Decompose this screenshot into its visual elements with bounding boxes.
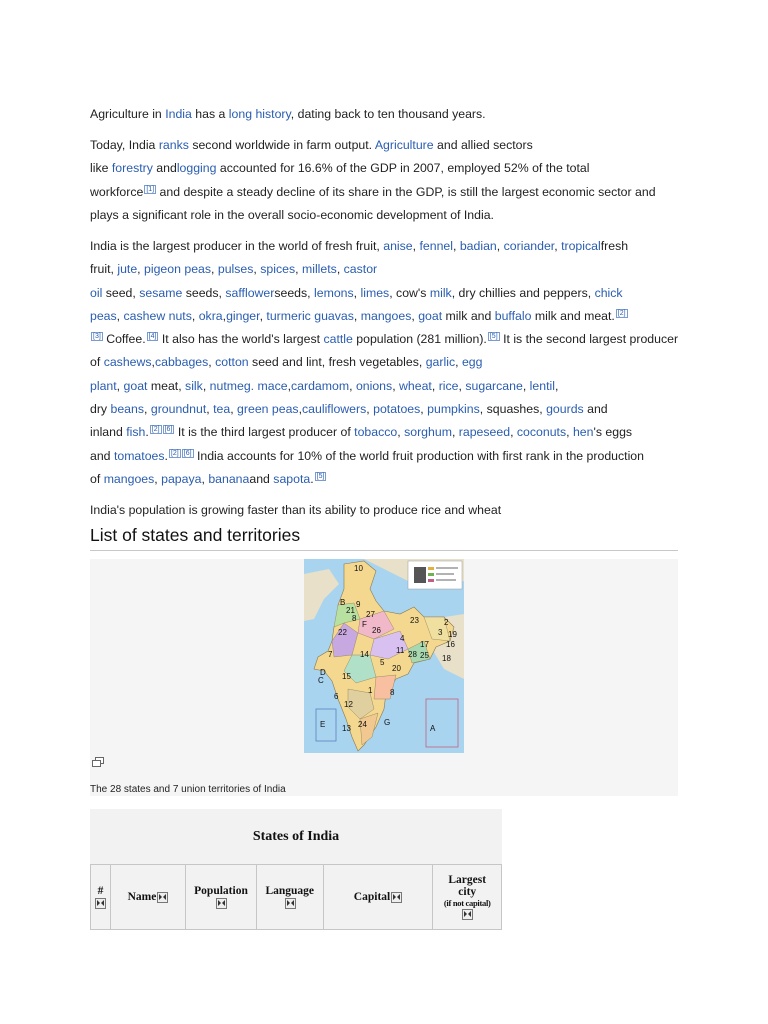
text: , — [366, 402, 374, 417]
sort-icon[interactable] — [285, 898, 296, 909]
text: and — [152, 161, 177, 176]
text: , — [451, 425, 459, 440]
text: , cow's — [389, 285, 430, 300]
text: , — [392, 378, 400, 393]
citation-ref[interactable]: [6] — [183, 449, 192, 457]
text: . — [145, 425, 149, 440]
link-wheat[interactable]: wheat — [399, 378, 432, 393]
map-label: 1 — [368, 686, 373, 695]
map-label: G — [384, 718, 391, 727]
text: meat, — [147, 378, 186, 393]
text: . — [310, 471, 314, 486]
text: , — [353, 308, 361, 323]
text: , — [510, 425, 517, 440]
col-name-label: Name — [127, 891, 157, 903]
text: milk and — [442, 308, 495, 323]
map-label: 27 — [366, 610, 375, 619]
map-label: A — [430, 724, 436, 733]
text: , — [353, 285, 361, 300]
map-label: 13 — [342, 724, 351, 733]
link-anise[interactable]: anise — [383, 239, 413, 253]
text: seed, — [102, 285, 140, 300]
map-label: E — [320, 720, 326, 729]
map-label: 16 — [446, 640, 455, 649]
text: , — [336, 262, 344, 277]
sort-icon[interactable] — [462, 909, 473, 920]
link-safflower[interactable]: safflower — [225, 285, 275, 300]
population-paragraph — [90, 499, 680, 522]
sort-icon[interactable] — [391, 892, 402, 903]
map-label: F — [362, 620, 367, 629]
text: like — [90, 161, 112, 176]
link-jute[interactable]: jute — [117, 262, 138, 277]
link-tomatoes[interactable]: tomatoes — [113, 448, 165, 463]
link-tobacco[interactable]: tobacco — [354, 425, 398, 440]
citation-ref[interactable]: [5] — [489, 333, 498, 341]
citation-ref[interactable]: [1] — [146, 185, 155, 193]
citation-ref[interactable]: [5] — [316, 472, 325, 480]
map-label: C — [318, 676, 324, 685]
link-lentil[interactable]: lentil — [529, 378, 555, 393]
link-hen[interactable]: hen — [572, 425, 594, 440]
link-india[interactable]: India — [165, 107, 192, 121]
link-pigeon-peas[interactable]: pigeon peas — [144, 262, 212, 277]
link-cashew-nuts[interactable]: cashew nuts — [123, 308, 192, 323]
link-potatoes[interactable]: potatoes — [373, 402, 421, 417]
text: , — [206, 402, 214, 417]
text: , — [208, 355, 216, 370]
text: It also has the world's largest — [158, 332, 324, 347]
link-turmeric-guavas[interactable]: turmeric guavas — [266, 308, 354, 323]
text: , — [222, 308, 227, 323]
text: India accounts for 10% of the world fruit production with first rank in the production — [193, 448, 644, 463]
link-goat[interactable]: goat — [418, 308, 443, 323]
link-cardamom[interactable]: cardamom — [291, 378, 350, 393]
link-rice[interactable]: rice — [438, 378, 459, 393]
link-ginger[interactable]: ginger — [226, 308, 260, 323]
link-fish[interactable]: fish — [126, 425, 146, 440]
text: , — [554, 378, 559, 393]
col-language-label: Language — [265, 885, 315, 897]
text: , — [412, 239, 420, 253]
text: , — [137, 262, 145, 277]
col-largest-city-header[interactable] — [433, 865, 502, 930]
text: accounted for 16.6% of the GDP in 2007, employed 52% of the total — [216, 161, 590, 176]
link-long-history[interactable]: long history — [228, 107, 291, 121]
text: and — [90, 448, 114, 463]
link-mangoes[interactable]: mangoes — [360, 308, 412, 323]
sort-icon[interactable] — [157, 892, 168, 903]
india-states-map[interactable] — [304, 559, 464, 753]
enlarge-icon[interactable] — [92, 757, 104, 767]
text: , — [116, 308, 124, 323]
link-coconuts[interactable]: coconuts — [516, 425, 567, 440]
map-label: 28 — [408, 650, 417, 659]
map-label: 4 — [400, 634, 405, 643]
text: India is the largest producer in the world of fresh fruit, — [90, 239, 384, 253]
col-language-header[interactable] — [256, 865, 323, 930]
text: Agriculture in — [90, 107, 166, 121]
states-header-table — [90, 864, 502, 930]
link-groundnut[interactable]: groundnut — [150, 402, 207, 417]
citation-ref[interactable]: [2] — [151, 426, 160, 434]
link-pumpkins[interactable]: pumpkins — [427, 402, 480, 417]
link-chick[interactable]: chick — [594, 285, 623, 300]
link-sugarcane[interactable]: sugarcane — [465, 378, 523, 393]
text: second worldwide in farm output. — [188, 138, 375, 152]
col-capital-label: Capital — [353, 891, 391, 903]
text: , squashes, — [479, 402, 547, 417]
text: , — [566, 425, 573, 440]
link-castor[interactable]: castor — [343, 262, 378, 277]
link-fennel[interactable]: fennel — [419, 239, 453, 253]
link-tropical[interactable]: tropical — [561, 239, 601, 253]
link-ranks[interactable]: ranks — [158, 138, 189, 152]
link-banana[interactable]: banana — [208, 471, 250, 486]
map-label: 20 — [392, 664, 401, 673]
text: , — [431, 378, 439, 393]
text: , — [287, 378, 291, 393]
text: , — [298, 402, 303, 417]
link-garlic[interactable]: garlic — [425, 355, 456, 370]
link-forestry[interactable]: forestry — [111, 161, 153, 176]
produce-paragraph — [90, 235, 680, 491]
text: , — [144, 402, 151, 417]
link-sorghum[interactable]: sorghum — [404, 425, 452, 440]
link-milk[interactable]: milk — [429, 285, 452, 300]
link-spices[interactable]: spices — [260, 262, 296, 277]
map-label: 7 — [328, 650, 333, 659]
text: of — [90, 471, 104, 486]
link-coriander[interactable]: coriander — [503, 239, 555, 253]
link-beans[interactable]: beans — [110, 402, 145, 417]
link-lemons[interactable]: lemons — [314, 285, 354, 300]
link-plant[interactable]: plant — [90, 378, 117, 393]
map-label: 24 — [358, 720, 367, 729]
col-name-header[interactable] — [110, 865, 185, 930]
map-label: 12 — [344, 700, 353, 709]
text: It is the third largest producer of — [174, 425, 355, 440]
map-figure — [90, 559, 678, 796]
map-label: 14 — [360, 650, 369, 659]
text: , — [154, 471, 162, 486]
citation-ref[interactable]: [2] — [617, 309, 626, 317]
map-label: 10 — [354, 564, 363, 573]
citation-ref[interactable]: [2] — [170, 449, 179, 457]
text: plays a significant role in the overall socio-economic development of India. — [90, 207, 494, 222]
col-largest-city-note: (if not capital) — [443, 898, 491, 908]
text: It is the second largest producer — [499, 332, 679, 347]
text: , dry chillies and peppers, — [451, 285, 595, 300]
population-text: India's population is growing faster than its ability to produce rice and wheat — [90, 503, 502, 517]
text: has a — [191, 107, 229, 121]
link-peas[interactable]: peas — [90, 308, 117, 323]
text: inland — [90, 425, 127, 440]
text: , — [259, 308, 267, 323]
link-mangoes[interactable]: mangoes — [103, 471, 155, 486]
text: of — [90, 355, 104, 370]
link-onions[interactable]: onions — [355, 378, 393, 393]
text: , — [522, 378, 530, 393]
text: , — [253, 262, 261, 277]
text: , — [201, 471, 209, 486]
link-cabbages[interactable]: cabbages — [154, 355, 209, 370]
citation-ref[interactable]: [6] — [164, 426, 173, 434]
text: , — [202, 378, 210, 393]
map-label: 23 — [410, 616, 419, 625]
text: and — [583, 402, 608, 417]
text: and allied sectors — [433, 138, 533, 152]
text: , — [420, 402, 428, 417]
text: milk and meat. — [531, 308, 615, 323]
col-largest-city-label: Largest — [448, 874, 487, 886]
map-label: 17 — [420, 640, 429, 649]
link-badian[interactable]: badian — [459, 239, 497, 253]
col-number-header[interactable] — [91, 865, 111, 930]
text: Coffee. — [102, 332, 146, 347]
text: , — [295, 262, 302, 277]
map-label: 21 — [346, 606, 355, 615]
text: , — [496, 239, 504, 253]
text: fresh — [600, 239, 629, 253]
map-label: 22 — [338, 628, 347, 637]
link-cotton[interactable]: cotton — [215, 355, 249, 370]
col-population-label: Population — [194, 885, 248, 897]
text: , dating back to ten thousand years. — [290, 107, 486, 121]
map-label: 11 — [396, 646, 405, 655]
link-logging[interactable]: logging — [176, 161, 217, 176]
link-pulses[interactable]: pulses — [217, 262, 254, 277]
link-goat[interactable]: goat — [123, 378, 148, 393]
map-label: 8 — [352, 614, 357, 623]
link-buffalo[interactable]: buffalo — [494, 308, 532, 323]
map-label: B — [340, 598, 346, 607]
col-capital-header[interactable] — [323, 865, 433, 930]
text: , — [191, 308, 199, 323]
link-millets[interactable]: millets — [301, 262, 337, 277]
sort-icon[interactable] — [95, 898, 106, 909]
map-label: 9 — [356, 600, 361, 609]
col-number-label: # — [97, 885, 104, 897]
figure-caption: The 28 states and 7 union territories of India — [90, 784, 286, 795]
text: , — [230, 402, 238, 417]
link-oil[interactable]: oil — [90, 285, 103, 300]
col-largest-city-label: city — [458, 886, 477, 898]
text: seed and lint, fresh vegetables, — [248, 355, 426, 370]
text: dry — [90, 402, 111, 417]
map-label: 25 — [420, 651, 429, 660]
link-green-peas[interactable]: green peas — [237, 402, 299, 417]
text: 's eggs — [593, 425, 633, 440]
table-header-row — [91, 865, 502, 930]
section-heading: List of states and territories — [90, 525, 678, 551]
text: , — [116, 378, 124, 393]
link-tea[interactable]: tea — [213, 402, 231, 417]
text: , — [151, 355, 155, 370]
citation-ref[interactable]: [3] — [93, 333, 101, 341]
link-agriculture[interactable]: Agriculture — [374, 138, 434, 152]
map-label: 19 — [448, 630, 457, 639]
text: seeds, — [182, 285, 226, 300]
map-label: 3 — [438, 628, 443, 637]
link-okra[interactable]: okra — [198, 308, 223, 323]
text: , — [411, 308, 419, 323]
map-label: 5 — [380, 658, 385, 667]
citation-ref[interactable]: [4] — [148, 333, 157, 341]
link-sesame[interactable]: sesame — [139, 285, 183, 300]
text: , — [554, 239, 562, 253]
text: , — [211, 262, 218, 277]
text: . — [164, 448, 168, 463]
map-label: 2 — [444, 618, 449, 627]
gdp-paragraph — [90, 134, 680, 227]
text: and despite a steady decline of its share in the GDP, is still the largest economic sector and — [156, 184, 656, 199]
states-table — [90, 809, 502, 930]
map-label: 8 — [390, 688, 395, 697]
text: Today, India — [90, 138, 159, 152]
map-label: D — [320, 668, 326, 677]
text: seeds, — [274, 285, 315, 300]
text: , — [458, 378, 466, 393]
link-gourds[interactable]: gourds — [546, 402, 584, 417]
map-label: 6 — [334, 692, 339, 701]
text: fruit, — [90, 262, 118, 277]
link-rapeseed[interactable]: rapeseed — [458, 425, 511, 440]
table-title: States of India — [252, 829, 340, 844]
link-nutmeg-mace[interactable]: nutmeg. mace — [209, 378, 288, 393]
col-population-header[interactable] — [186, 865, 257, 930]
link-cashews[interactable]: cashews — [103, 355, 152, 370]
link-silk[interactable]: silk — [185, 378, 203, 393]
text: , — [397, 425, 405, 440]
text: population (281 million). — [352, 332, 487, 347]
text: and — [249, 471, 274, 486]
link-papaya[interactable]: papaya — [161, 471, 202, 486]
text: workforce — [90, 184, 144, 199]
map-label: 18 — [442, 654, 451, 663]
link-limes[interactable]: limes — [360, 285, 390, 300]
link-cauliflowers[interactable]: cauliflowers — [302, 402, 367, 417]
link-sapota[interactable]: sapota — [273, 471, 311, 486]
sort-icon[interactable] — [216, 898, 227, 909]
link-cattle[interactable]: cattle — [323, 332, 353, 347]
text: , — [455, 355, 462, 370]
text: , — [349, 378, 356, 393]
link-egg[interactable]: egg — [461, 355, 483, 370]
map-label: 15 — [342, 672, 351, 681]
intro-paragraph — [90, 103, 680, 126]
text: , — [453, 239, 460, 253]
map-label: 26 — [372, 626, 381, 635]
